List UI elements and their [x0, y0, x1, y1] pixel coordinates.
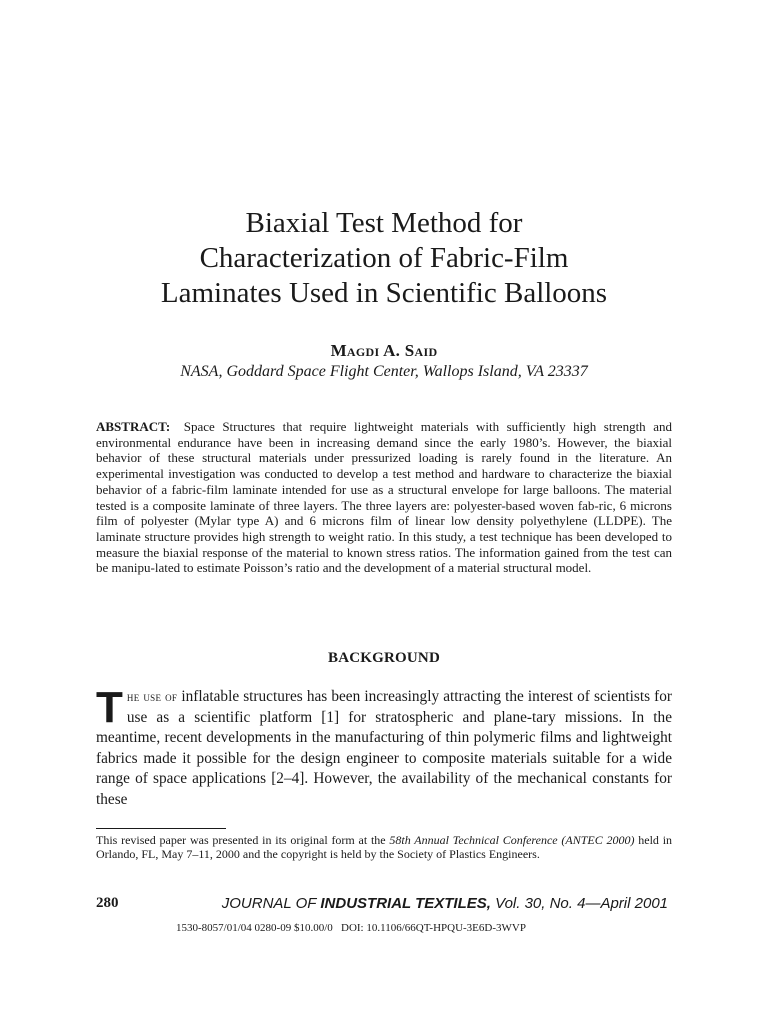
body-paragraph	[96, 683, 672, 810]
journal-issue: Vol. 30, No. 4—April 2001	[495, 895, 668, 912]
paper-title	[96, 206, 672, 311]
lead-in-text: he use of	[126, 689, 178, 704]
journal-prefix: JOURNAL OF	[221, 895, 317, 912]
abstract-label: ABSTRACT:	[96, 419, 171, 434]
drop-cap: T	[96, 683, 123, 732]
abstract-text: Space Structures that require lightweight materials with sufficiently high strength and environmental endurance have been in increasing demand since the early 1980’s. However, the biaxial behavior of these structural materials under pressurized loading is rarely found in the literature. An experimental investigation was conducted to develop a test method and hardware to characterize the biaxial behavior of a fabric-film laminate intended for use as a structural envelope for large balloons. The material tested is a composite laminate of three layers. The three layers are: polyester-based woven fab-ric, 6 microns film of polyester (Mylar type A) and 6 microns film of linear low density polyethylene (LLDPE). The laminate structure provides high strength to weight ratio. In this study, a test technique has been developed to measure the biaxial response of the material to known stress ratios. The information gained from the test can be manipu-lated to estimate Poisson’s ratio and the development of a material structural model.	[96, 419, 673, 576]
title-line-3: Laminates Used in Scientific Balloons	[160, 277, 608, 309]
author-affiliation: NASA, Goddard Space Flight Center, Wallops Island, VA 23337	[180, 363, 588, 380]
footnote	[96, 833, 672, 862]
footnote-text-1: This revised paper was presented in its original form at the	[96, 833, 386, 847]
page-footer	[96, 895, 672, 915]
body-text: inflatable structures has been increasingly attracting the interest of scientists for use as a scientific platform [1] for stratospheric and plane-tary missions. In the meantime, recent developments in the manufacturing of thin polymeric films and lightweight fabrics made it possible for the design engineer to composite materials suitable for a wide range of space applications [2–4]. However, the availability of the mechanical constants for these	[96, 688, 672, 808]
section-heading: BACKGROUND	[327, 650, 440, 666]
page-number: 280	[96, 895, 119, 911]
footnote-divider	[96, 828, 226, 829]
title-line-1: Biaxial Test Method for	[245, 207, 523, 239]
journal-citation	[222, 895, 668, 912]
doi-line: 1530-8057/01/04 0280-09 $10.00/0 DOI: 10.1106/66QT-HPQU-3E6D-3WVP	[176, 922, 526, 934]
journal-name: INDUSTRIAL TEXTILES,	[320, 895, 491, 912]
title-line-2: Characterization of Fabric-Film	[199, 242, 569, 274]
abstract	[96, 419, 672, 576]
author-name: Magdi A. Said	[330, 341, 438, 360]
footnote-text-2: held in Orlando, FL, May 7–11, 2000 and the copyright is held by the Society of Plastics Engineers.	[96, 833, 673, 862]
footnote-conference: 58th Annual Technical Conference (ANTEC 2000)	[389, 833, 635, 847]
